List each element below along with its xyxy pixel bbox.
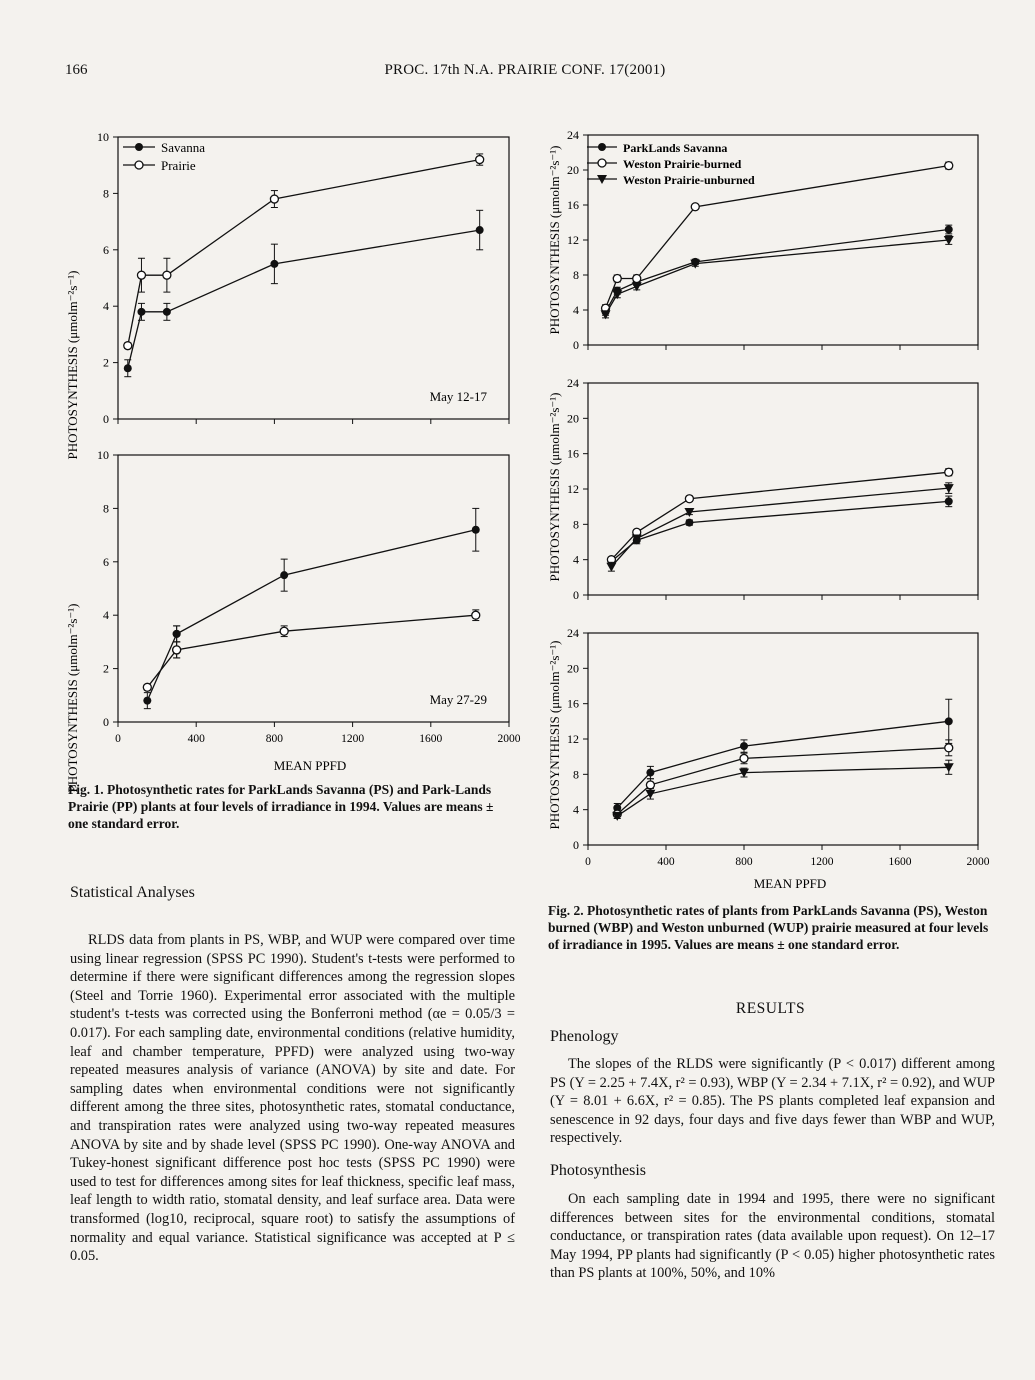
statistical-analyses-heading: Statistical Analyses [70, 884, 195, 901]
y-tick-label: 4 [573, 802, 579, 817]
figure-1-ylabel-bottom: PHOTOSYNTHESIS (μmolm⁻²s⁻¹) [65, 603, 80, 793]
data-point-prairie [476, 156, 484, 164]
data-point-weston-prairie-burned [740, 754, 748, 762]
statistical-analyses-paragraph: RLDS data from plants in PS, WBP, and WUP were compared over time using linear regression (SPSS PC 1990). Student's t-tests were performed to determine if there were significant differences among the regression slopes (Steel and Torrie 1960). Experimental error associated with the multiple student's t-tests was corrected using the Bonferroni method (αe = 0.05/3 = 0.017). For each sampling date, environmental conditions (relative humidity, leaf and chamber temperature, PPFD) were analyzed using two-way repeated measures analysis of variance (ANOVA) by site and date. For sampling dates when environmental conditions were not significantly different among the three sites, photosynthetic rates, stomatal conductance, and transpiration rates were analyzed using two-way repeated measures ANOVA by site and by shade level (SPSS PC 1990). One-way ANOVA and Tukey-honest significant difference post hoc tests (SPSS PC 1990) were used to test for differences among sites for leaf thickness, specific leaf mass, leaf length to width ratio, stomatal density, and leaf surface area. Data were transformed (log10, reciprocal, square root) to satisfy the assumptions of normality and equal variance. Statistical significance was accepted at P ≤ 0.05. [70, 932, 515, 1265]
y-tick-label: 24 [567, 376, 579, 390]
y-tick-label: 10 [97, 130, 109, 144]
data-point-prairie [270, 195, 278, 203]
chart-2-panel [97, 448, 521, 745]
data-point-savanna [163, 308, 171, 316]
x-tick-label: 2000 [497, 733, 521, 745]
y-tick-label: 12 [567, 233, 579, 247]
phenology-heading: Phenology [550, 1028, 619, 1045]
statistical-analyses-text [70, 931, 515, 1266]
series-line-weston-prairie-burned [606, 166, 949, 309]
legend-marker-savanna [135, 143, 143, 151]
chart-1-panel [97, 130, 509, 426]
series-line-weston-prairie-burned [617, 748, 949, 814]
x-tick-label: 0 [115, 733, 121, 745]
y-tick-label: 0 [103, 715, 109, 729]
chart-4-panel [567, 376, 978, 602]
legend-marker-prairie [135, 161, 143, 169]
y-tick-label: 6 [103, 554, 109, 569]
data-point-prairie [280, 627, 288, 635]
series-line-weston-prairie-unburned [611, 488, 948, 567]
legend-marker-parklands-savanna [598, 143, 606, 151]
figure-1-caption: Fig. 1. Photosynthetic rates for ParkLands Savanna (PS) and Park-Lands Prairie (PP) plants at four levels of irradiance in 1994. Values are means ± one standard error. [68, 782, 494, 831]
chart-2-title: May 27-29 [429, 692, 487, 707]
series-line-parklands-savanna [611, 501, 948, 561]
data-point-savanna [173, 630, 181, 638]
series-line-savanna [128, 230, 480, 368]
data-point-parklands-savanna [945, 497, 953, 505]
data-point-weston-prairie-burned [945, 162, 953, 170]
y-tick-label: 8 [573, 767, 579, 782]
y-tick-label: 0 [573, 338, 579, 352]
y-tick-label: 12 [567, 732, 579, 746]
data-point-parklands-savanna [740, 742, 748, 750]
legend-label-parklands-savanna: ParkLands Savanna [623, 141, 728, 155]
x-tick-label: 1600 [419, 733, 443, 745]
y-tick-label: 20 [567, 661, 579, 676]
data-point-parklands-savanna [646, 769, 654, 777]
data-point-weston-prairie-unburned [606, 563, 616, 572]
data-point-savanna [476, 226, 484, 234]
data-point-savanna [137, 308, 145, 316]
data-point-prairie [163, 271, 171, 279]
page-header [65, 62, 985, 82]
data-point-savanna [280, 571, 288, 579]
photosynthesis-heading: Photosynthesis [550, 1162, 647, 1179]
figure-2-ylabel-middle: PHOTOSYNTHESIS (μmolm⁻²s⁻¹) [547, 392, 562, 582]
y-tick-label: 0 [573, 838, 579, 852]
data-point-parklands-savanna [945, 717, 953, 725]
x-tick-label: 800 [265, 733, 284, 745]
x-tick-label: 1200 [341, 733, 365, 745]
y-tick-label: 12 [567, 482, 579, 496]
figure-1-legend [123, 140, 205, 173]
data-point-savanna [270, 260, 278, 268]
y-tick-label: 4 [103, 299, 109, 314]
x-tick-label: 400 [187, 733, 205, 745]
y-tick-label: 10 [97, 448, 109, 462]
series-line-prairie [128, 160, 480, 346]
x-tick-label: 800 [735, 856, 753, 868]
y-tick-label: 2 [103, 661, 109, 676]
data-point-prairie [173, 646, 181, 654]
data-point-weston-prairie-burned [613, 275, 621, 283]
data-point-weston-prairie-unburned [684, 508, 694, 517]
x-tick-label: 2000 [966, 856, 990, 868]
x-tick-label: 1200 [810, 856, 834, 868]
x-tick-label: 0 [585, 856, 591, 868]
y-tick-label: 16 [567, 198, 579, 212]
y-tick-label: 24 [567, 128, 579, 142]
data-point-prairie [124, 342, 132, 350]
y-tick-label: 4 [103, 608, 109, 623]
y-tick-label: 20 [567, 411, 579, 426]
chart-5-panel [567, 626, 990, 868]
data-point-parklands-savanna [945, 226, 953, 234]
data-point-prairie [472, 611, 480, 619]
data-point-prairie [137, 271, 145, 279]
y-tick-label: 2 [103, 355, 109, 370]
figure-1-xlabel: MEAN PPFD [273, 758, 347, 773]
chart-2-frame [118, 455, 509, 722]
data-point-weston-prairie-burned [633, 275, 641, 283]
y-tick-label: 8 [573, 268, 579, 282]
phenology-paragraph: The slopes of the RLDS were significantly (P < 0.017) different among PS (Y = 2.25 + 7.4X, r² = 0.93), WBP (Y = 2.34 + 7.1X, r² = 0.92), and WUP (Y = 8.01 + 6.6X, r² = 0.85). The PS plants completed leaf expansion and senescence in 92 days, four days and five days fewer than WBP and WUP, respectively. [550, 1056, 995, 1147]
data-point-savanna [143, 697, 151, 705]
y-tick-label: 4 [573, 552, 579, 567]
figure-2-caption: Fig. 2. Photosynthetic rates of plants from ParkLands Savanna (PS), Weston burned (WBP) and Weston unburned (WUP) prairie measured at four levels of irradiance in 1995. Values are means ± one standard error. [548, 903, 989, 952]
legend-label-prairie: Prairie [161, 158, 196, 173]
x-tick-label: 400 [657, 856, 675, 868]
photosynthesis-paragraph: On each sampling date in 1994 and 1995, there were no significant differences between sites for the environmental conditions, stomatal conductance, or transpiration rates (data available upon request). On 12–17 May 1994, PP plants had significantly (P < 0.05) higher photosynthetic rates than PS plants at 100%, 50%, and 10% [550, 1191, 995, 1282]
y-tick-label: 24 [567, 626, 579, 640]
data-point-parklands-savanna [685, 519, 693, 527]
chart-5-frame [588, 633, 978, 845]
figure-1-ylabel-top: PHOTOSYNTHESIS (μmolm⁻²s⁻¹) [65, 270, 80, 460]
y-tick-label: 6 [103, 242, 109, 257]
figure-2-ylabel-top: PHOTOSYNTHESIS (μmolm⁻²s⁻¹) [547, 145, 562, 335]
y-tick-label: 4 [573, 303, 579, 317]
y-tick-label: 0 [573, 588, 579, 602]
data-point-weston-prairie-burned [691, 203, 699, 211]
legend-label-savanna: Savanna [161, 140, 206, 155]
y-tick-label: 8 [103, 186, 109, 201]
series-line-savanna [147, 530, 476, 701]
y-tick-label: 16 [567, 446, 579, 461]
series-line-prairie [147, 615, 476, 687]
series-line-parklands-savanna [617, 721, 949, 808]
data-point-weston-prairie-burned [685, 495, 693, 503]
data-point-weston-prairie-burned [945, 744, 953, 752]
phenology-text [550, 1055, 995, 1148]
y-tick-label: 20 [567, 163, 579, 177]
x-tick-label: 1600 [888, 856, 912, 868]
figure-2-ylabel-bottom: PHOTOSYNTHESIS (μmolm⁻²s⁻¹) [547, 640, 562, 830]
data-point-prairie [143, 683, 151, 691]
data-point-weston-prairie-unburned [645, 790, 655, 799]
figure-2-xlabel: MEAN PPFD [753, 876, 827, 891]
y-tick-label: 0 [103, 412, 109, 426]
legend-label-weston-unburned: Weston Prairie-unburned [623, 173, 755, 187]
figure-2-legend [587, 141, 755, 187]
photosynthesis-text [550, 1190, 995, 1283]
figure-1 [55, 115, 535, 793]
data-point-savanna [124, 364, 132, 372]
series-line-weston-prairie-unburned [617, 767, 949, 816]
series-line-weston-prairie-burned [611, 472, 948, 560]
y-tick-label: 16 [567, 696, 579, 711]
data-point-weston-prairie-burned [945, 468, 953, 476]
legend-label-weston-burned: Weston Prairie-burned [623, 157, 742, 171]
page-number: 166 [65, 62, 88, 78]
data-point-savanna [472, 526, 480, 534]
legend-marker-weston-burned [598, 159, 606, 167]
series-line-parklands-savanna [606, 230, 949, 312]
journal-title: PROC. 17th N.A. PRAIRIE CONF. 17(2001) [384, 62, 666, 78]
results-heading: RESULTS [735, 1000, 806, 1017]
data-point-weston-prairie-burned [646, 781, 654, 789]
y-tick-label: 8 [103, 501, 109, 516]
y-tick-label: 8 [573, 517, 579, 532]
chart-1-frame [118, 137, 509, 419]
chart-1-title: May 12-17 [429, 389, 487, 404]
figure-2 [535, 115, 1015, 900]
